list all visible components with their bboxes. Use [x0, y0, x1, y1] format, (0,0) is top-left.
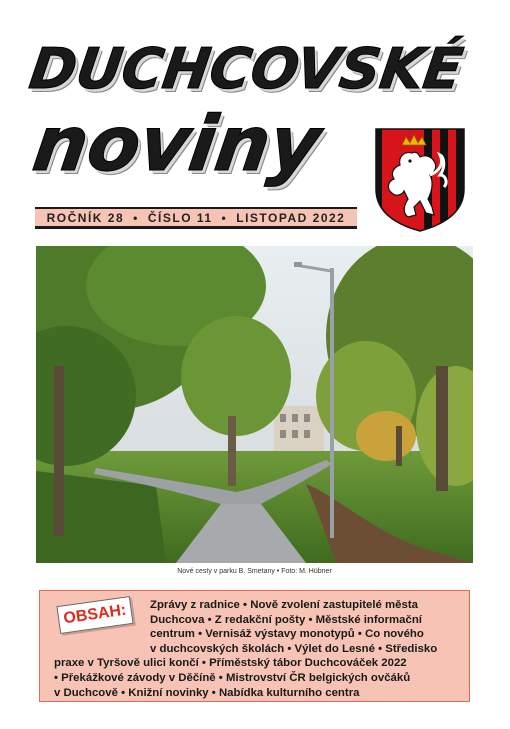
issue-number: ČÍSLO 11 — [147, 210, 213, 225]
photo-caption: Nové cesty v parku B. Smetany • Foto: M. Hübner — [177, 568, 332, 575]
cover-photo — [36, 246, 473, 563]
contents-line: centrum • Vernisáž výstavy monotypů • Co nového — [150, 628, 424, 641]
contents-line: • Překážkové závody v Děčíně • Mistrovství ČR belgických ovčáků — [54, 671, 411, 684]
contents-line: v Duchcově • Knižní novinky • Nabídka kulturního centra — [54, 686, 360, 699]
issue-volume: ROČNÍK 28 — [46, 210, 125, 225]
coat-of-arms-icon — [374, 127, 466, 233]
issue-month: LISTOPAD 2022 — [236, 210, 346, 225]
contents-line: Duchcova • Z redakční pošty • Městské informační — [150, 613, 422, 626]
contents-line: v duchcovských školách • Výlet do Lesné • Středisko — [150, 642, 438, 655]
issue-separator: • — [221, 210, 228, 225]
park-photo-illustration — [36, 246, 473, 563]
title-line-1: DUCHCOVSKÉ — [25, 37, 467, 102]
contents-line: Zprávy z radnice • Nově zvolení zastupitelé města — [150, 599, 418, 611]
coat-of-arms-svg — [374, 127, 466, 233]
contents-label: OBSAH: — [56, 596, 133, 634]
contents-box — [39, 590, 470, 702]
title-line-2: noviny — [27, 99, 326, 188]
issue-bar — [35, 207, 357, 229]
issue-separator: • — [133, 210, 139, 225]
masthead — [25, 37, 467, 188]
contents-line: praxe v Tyršově ulici končí • Příměstský tábor Duchcováček 2022 — [54, 657, 407, 670]
